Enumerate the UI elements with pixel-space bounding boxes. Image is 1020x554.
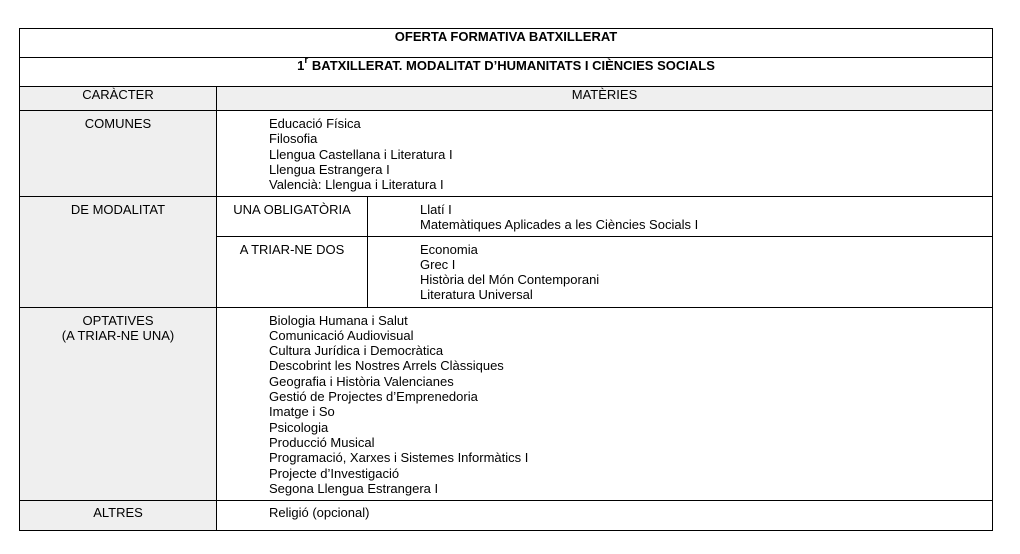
row-modalitat-obligatoria [20,197,993,237]
subject-item: Llengua Estrangera I [269,161,390,177]
subject-item: Història del Món Contemporani [420,272,600,288]
row-comunes [20,111,993,197]
title-row [20,29,993,58]
label-modalitat: DE MODALITAT [20,197,217,308]
subject-item: Literatura Universal [420,287,533,303]
table-title: OFERTA FORMATIVA BATXILLERAT [20,29,993,58]
column-header-row [20,87,993,111]
subject-item: Educació Física [269,116,361,131]
subject-item: Cultura Jurídica i Democràtica [269,343,444,359]
subject-item: Projecte d’Investigació [269,465,400,481]
subject-item: Llengua Castellana i Literatura I [269,146,453,162]
subject-item: Economia [420,241,478,257]
subtitle-row [20,58,993,87]
label-optatives [20,307,217,500]
label-optatives-line2: (A TRIAR-NE UNA) [61,327,175,343]
subject-item: Gestió de Projectes d’Emprenedoria [269,389,478,405]
subject-item: Imatge i So [269,404,335,420]
subject-item: Comunicació Audiovisual [269,327,414,343]
table-subtitle [20,54,993,87]
label-altres: ALTRES [20,500,217,530]
label-comunes: COMUNES [20,111,217,197]
subject-item: Llatí I [420,202,452,217]
sublabel-una-obligatoria: UNA OBLIGATÒRIA [217,197,368,237]
column-header-materies: MATÈRIES [217,87,993,111]
subjects-una-obligatoria [368,197,993,237]
oferta-formativa-table [19,28,993,531]
subjects-a-triar-ne-dos [368,236,993,307]
subject-item: Biologia Humana i Salut [269,312,408,328]
subject-item: Producció Musical [269,434,375,450]
subject-item: Segona Llengua Estrangera I [269,480,439,496]
row-altres [20,500,993,530]
subjects-optatives [217,307,993,500]
subject-item: Geografia i Història Valencianes [269,373,454,389]
row-optatives [20,307,993,500]
subtitle-number: 1 [297,58,305,73]
sublabel-a-triar-ne-dos: A TRIAR-NE DOS [217,236,368,307]
subject-item: Filosofia [269,131,318,147]
subject-item: Descobrint les Nostres Arrels Clàssiques [269,358,504,374]
column-header-caracter: CARÀCTER [20,87,217,111]
subjects-comunes [217,111,993,197]
subject-item: Programació, Xarxes i Sistemes Informàtics I [269,450,529,466]
subject-item: Valencià: Llengua i Literatura I [269,177,444,193]
subject-item: Religió (opcional) [269,504,370,520]
subject-item: Grec I [420,256,456,272]
subtitle-text: BATXILLERAT. MODALITAT D’HUMANITATS I CIÈNCIES SOCIALS [308,58,715,73]
subject-item: Psicologia [269,419,329,435]
subject-item: Matemàtiques Aplicades a les Ciències Socials I [420,217,699,233]
subtitle-ordinal-suffix: r [304,54,309,66]
subjects-altres [217,500,993,530]
label-optatives-line1: OPTATIVES [82,312,154,328]
